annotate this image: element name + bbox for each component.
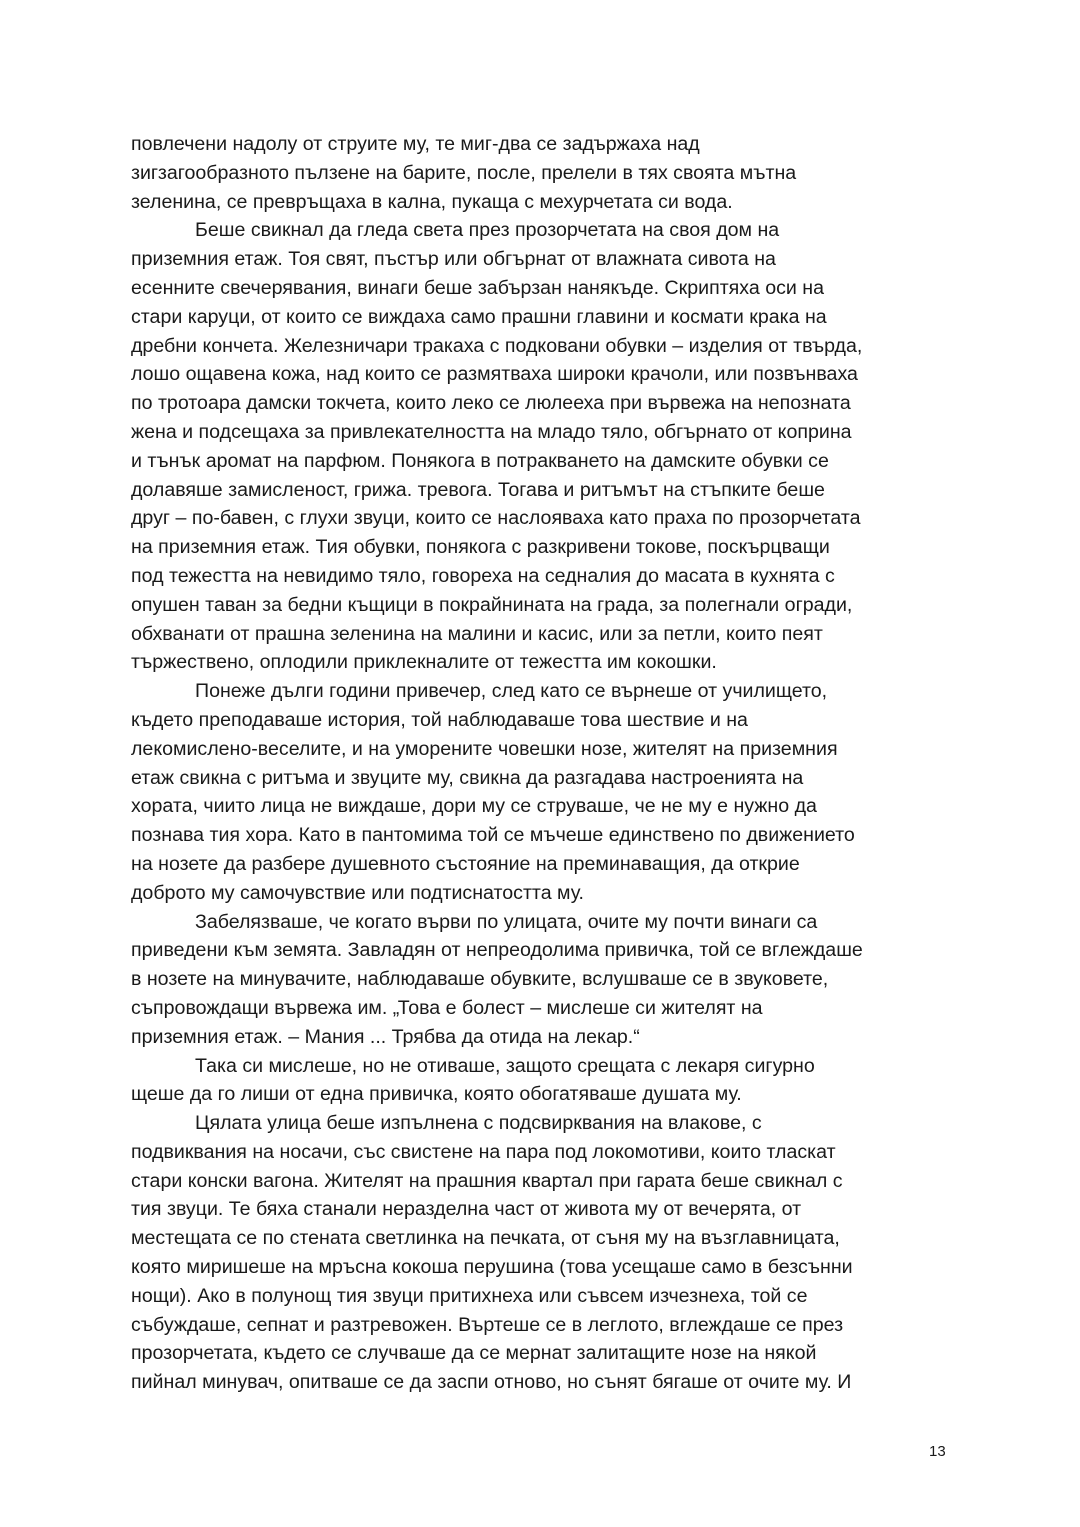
text-line: по тротоара дамски токчета, които леко се люлееха при вървежа на непозната: [131, 392, 851, 415]
text-line: друг – по-бавен, с глухи звуци, които се наслояваха като праха по прозорчетата: [131, 507, 861, 530]
paragraph-start-line: Цялата улица беше изпълнена с подсвирквания на влакове, с: [195, 1112, 762, 1135]
text-line: под тежестта на невидимо тяло, говореха на седналия до масата в кухнята с: [131, 564, 835, 587]
text-line: стари каруци, от които се виждаха само прашни главини и космати крака на: [131, 305, 827, 328]
text-line: на нозете да разбере душевното състояние на преминаващия, да открие: [131, 852, 800, 875]
text-line: нощи). Ако в полунощ тия звуци притихнеха или съвсем изчезнеха, той се: [131, 1284, 808, 1307]
text-line: жена и подсещаха за привлекателността на младо тяло, обгърнато от коприна: [131, 420, 852, 443]
text-line: щеше да го лиши от една привичка, която обогатяваше душата му.: [131, 1083, 742, 1106]
text-line: лошо ощавена кожа, над които се размятваха широки крачоли, или позвънваха: [131, 363, 858, 386]
paragraph-start-line: Понеже дълги години привечер, след като се върнеше от училището,: [195, 680, 828, 703]
text-line: долавяше замисленост, грижа. тревога. Тогава и ритъмът на стъпките беше: [131, 478, 825, 501]
text-line: и тънък аромат на парфюм. Понякога в потракването на дамските обувки се: [131, 449, 829, 472]
text-line: приведени към земята. Завладян от непреодолима привичка, той се вглеждаше: [131, 939, 863, 962]
text-line: събуждаше, сепнат и разтревожен. Въртеше се в леглото, вглеждаше се през: [131, 1313, 844, 1336]
text-line: подвиквания на носачи, със свистене на пара под локомотиви, които тласкат: [131, 1140, 836, 1163]
text-line: приземния етаж. Тоя свят, пъстър или обгърнат от влажната сивота на: [131, 248, 776, 271]
text-line: където преподаваше история, той наблюдаваше това шествие и на: [131, 708, 748, 731]
text-line: дребни кончета. Железничари тракаха с подковани обувки – изделия от твърда,: [131, 334, 863, 357]
text-line: която миришеше на мръсна кокоша перушина (това усещаше само в безсънни: [131, 1256, 853, 1279]
text-line: обхванати от прашна зеленина на малини и касис, или за петли, които пеят: [131, 622, 823, 645]
text-line: пийнал минувач, опитваше се да заспи отново, но сънят бягаше от очите му. И: [131, 1371, 852, 1394]
text-line: тия звуци. Те бяха станали неразделна част от живота му от вечерята, от: [131, 1198, 802, 1221]
paragraph-start-line: Така си мислеше, но не отиваше, защото срещата с лекаря сигурно: [195, 1054, 815, 1077]
text-line: на приземния етаж. Тия обувки, понякога с разкривени токове, поскърцващи: [131, 536, 830, 559]
text-line: повлечени надолу от струите му, те миг-два се задържаха над: [131, 133, 700, 155]
body-text: [131, 130, 951, 1397]
text-line: зигзагообразното пълзене на барите, после, прелели в тях своята мътна: [131, 161, 797, 184]
text-line: тържествено, оплодили приклекналите от тежестта им кокошки.: [131, 651, 717, 674]
text-line: етаж свикна с ритъма и звуците му, свикна да разгадава настроенията на: [131, 766, 804, 789]
text-line: стари конски вагона. Жителят на прашния квартал при гарата беше свикнал с: [131, 1169, 843, 1192]
paragraph-start-line: Беше свикнал да гледа света през прозорчетата на своя дом на: [195, 219, 780, 242]
text-line: зеленина, се превръщаха в кална, пукаща с мехурчетата си вода.: [131, 190, 733, 213]
text-line: хората, чиито лица не виждаше, дори му се струваше, че не му е нужно да: [131, 795, 817, 818]
text-line: познава тия хора. Като в пантомима той се мъчеше единствено по движението: [131, 824, 855, 847]
text-line: доброто му самочувствие или подтиснатостта му.: [131, 881, 584, 904]
text-line: съпровождащи вървежа им. „Това е болест – мислеше си жителят на: [131, 996, 763, 1019]
text-line: приземния етаж. – Мания ... Трябва да отида на лекар.“: [131, 1025, 640, 1048]
text-line: местещата се по стената светлинка на печката, от съня му на възглавницата,: [131, 1227, 840, 1250]
text-line: прозорчетата, където се случваше да се мернат залитащите нозе на някой: [131, 1342, 817, 1365]
text-line: лекомислено-веселите, и на уморените човешки нозе, жителят на приземния: [131, 737, 838, 760]
text-line: в нозете на минувачите, наблюдаваше обувките, вслушваше се в звуковете,: [131, 968, 829, 991]
page-number: 13: [929, 1443, 946, 1460]
text-line: опушен таван за бедни къщици в покрайнината на града, за полегнали огради,: [131, 593, 853, 616]
text-line: есенните свечерявания, винаги беше забързан нанякъде. Скриптяха оси на: [131, 276, 824, 299]
paragraph-start-line: Забелязваше, че когато върви по улицата, очите му почти винаги са: [195, 910, 818, 933]
